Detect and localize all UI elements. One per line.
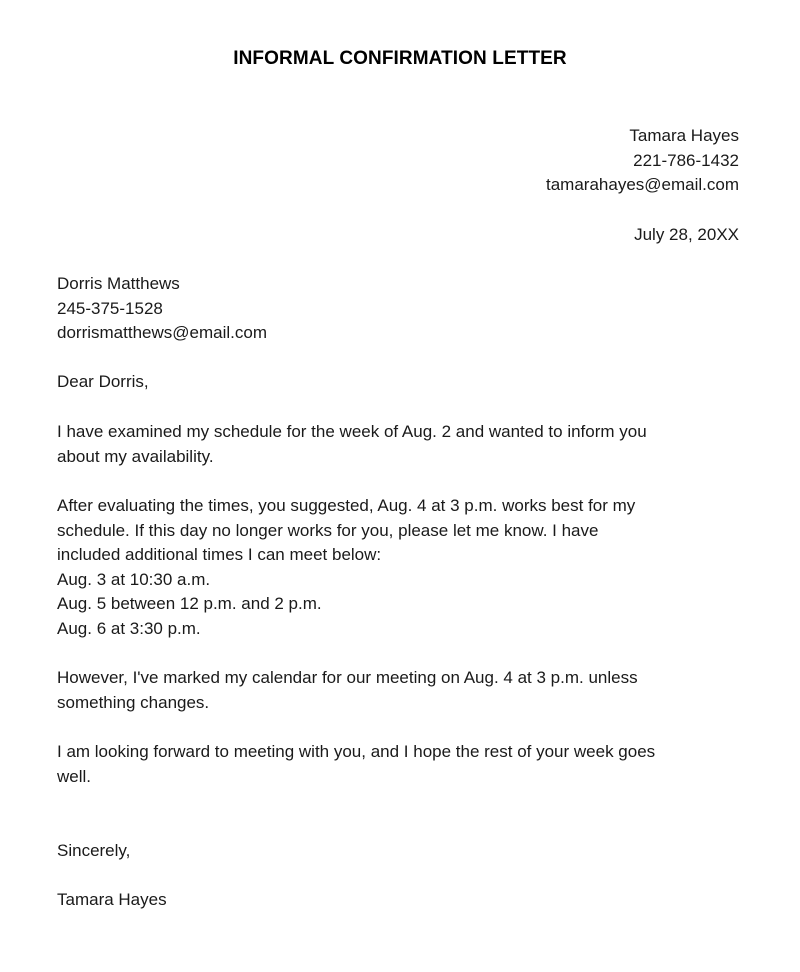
recipient-phone: 245-375-1528	[57, 298, 163, 318]
time-option: Aug. 3 at 10:30 a.m.	[57, 569, 211, 589]
sender-block	[546, 124, 739, 198]
letter-title: INFORMAL CONFIRMATION LETTER	[233, 48, 567, 69]
letter-date: July 28, 20XX	[634, 225, 739, 244]
paragraph-line: about my availability.	[57, 446, 214, 466]
paragraph-line: included additional times I can meet below:	[57, 545, 382, 565]
signature-name: Tamara Hayes	[57, 890, 167, 909]
paragraph-line: schedule. If this day no longer works for you, please let me know. I have	[57, 520, 599, 540]
paragraph-line: I have examined my schedule for the week of Aug. 2 and wanted to inform you	[57, 422, 647, 441]
sender-name: Tamara Hayes	[629, 126, 739, 145]
paragraph-confirmation	[57, 666, 747, 715]
paragraph-line: However, I've marked my calendar for our meeting on Aug. 4 at 3 p.m. unless	[57, 668, 638, 687]
recipient-block	[57, 272, 267, 346]
sender-phone: 221-786-1432	[633, 150, 739, 170]
time-option: Aug. 6 at 3:30 p.m.	[57, 618, 201, 638]
paragraph-closing-remark	[57, 740, 747, 789]
paragraph-line: After evaluating the times, you suggested, Aug. 4 at 3 p.m. works best for my	[57, 496, 636, 515]
paragraph-line: I am looking forward to meeting with you, and I hope the rest of your week goes	[57, 742, 656, 761]
paragraph-availability	[57, 420, 747, 469]
paragraph-times	[57, 494, 747, 642]
paragraph-line: well.	[57, 766, 92, 786]
recipient-name: Dorris Matthews	[57, 274, 180, 293]
sender-email: tamarahayes@email.com	[546, 175, 739, 195]
time-option: Aug. 5 between 12 p.m. and 2 p.m.	[57, 594, 322, 614]
closing: Sincerely,	[57, 841, 131, 860]
salutation: Dear Dorris,	[57, 372, 149, 391]
recipient-email: dorrismatthews@email.com	[57, 323, 267, 343]
paragraph-line: something changes.	[57, 692, 210, 712]
